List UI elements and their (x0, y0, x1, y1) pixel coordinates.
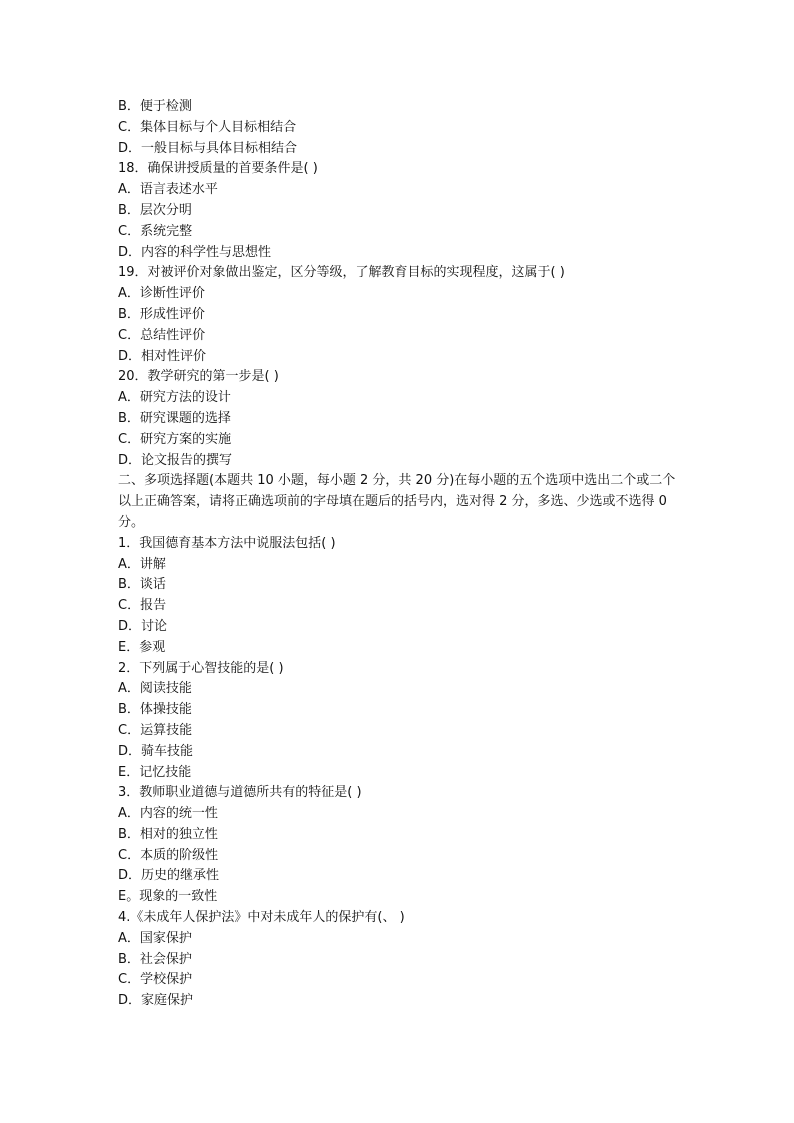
option-line: C．本质的阶级性 (118, 847, 219, 863)
option-line: D．家庭保护 (118, 993, 194, 1009)
option-line: C．研究方案的实施 (118, 431, 232, 447)
option-line: D．一般目标与具体目标相结合 (118, 140, 298, 156)
option-line: B．便于检测 (118, 99, 192, 114)
option-line: B．社会保护 (118, 951, 192, 967)
option-line: B．形成性评价 (118, 306, 205, 322)
option-line: D．内容的科学性与思想性 (118, 244, 272, 260)
option-line: E．参观 (118, 639, 166, 655)
question-line: 19．对被评价对象做出鉴定，区分等级，了解教育目标的实现程度，这属于( ) (118, 265, 565, 281)
option-line: D．相对性评价 (118, 348, 207, 364)
option-line: B．体操技能 (118, 702, 192, 718)
option-line: A．语言表述水平 (118, 182, 218, 198)
option-line: C．报告 (118, 598, 167, 614)
question-line: 3．教师职业道德与道德所共有的特征是( ) (118, 785, 362, 801)
option-line: C．集体目标与个人目标相结合 (118, 119, 297, 135)
option-line: C．学校保护 (118, 972, 193, 988)
option-line: E．记忆技能 (118, 764, 192, 780)
option-line: A．诊断性评价 (118, 286, 205, 302)
option-line: B．谈话 (118, 577, 166, 593)
question-line: 4.《未成年人保护法》中对未成年人的保护有(、 ) (118, 910, 405, 926)
option-line: E。现象的一致性 (118, 889, 218, 905)
question-line: 20．教学研究的第一步是( ) (118, 369, 279, 385)
question-line: 18．确保讲授质量的首要条件是( ) (118, 161, 318, 177)
option-line: D．骑车技能 (118, 743, 194, 759)
option-line: A．研究方法的设计 (118, 390, 231, 406)
option-line: B．相对的独立性 (118, 826, 218, 842)
option-line: B．研究课题的选择 (118, 410, 231, 426)
option-line: D．讨论 (118, 618, 168, 634)
option-line: A．国家保护 (118, 930, 192, 946)
option-line: B．层次分明 (118, 202, 192, 218)
option-line: D．论文报告的撰写 (118, 452, 233, 468)
option-line: A．阅读技能 (118, 681, 192, 697)
option-line: C．运算技能 (118, 722, 193, 738)
question-line: 2．下列属于心智技能的是( ) (118, 660, 284, 676)
section-heading: 二、多项选择题(本题共 10 小题，每小题 2 分，共 20 分)在每小题的五个选项中选出二个或二个以上正确答案，请将正确选项前的字母填在题后的括号内，选对得 2 分，多选、少选或不选得 0 分。 (118, 473, 676, 530)
option-line: C．系统完整 (118, 223, 193, 239)
option-line: A．讲解 (118, 556, 166, 572)
option-line: C．总结性评价 (118, 327, 206, 343)
option-line: D．历史的继承性 (118, 868, 220, 884)
option-line: A．内容的统一性 (118, 806, 218, 822)
document-body (118, 97, 678, 1012)
question-line: 1．我国德育基本方法中说服法包括( ) (118, 535, 336, 551)
